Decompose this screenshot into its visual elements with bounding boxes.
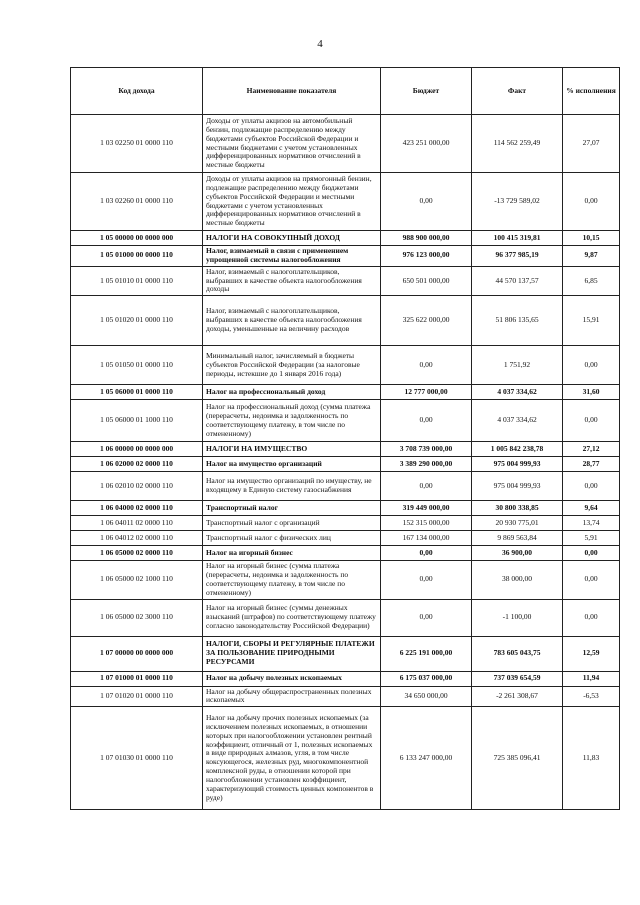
fact-cell: 975 004 999,93: [472, 472, 563, 501]
name-cell: Налог на добычу полезных ископаемых: [203, 671, 381, 686]
percent-cell: 0,00: [563, 546, 620, 561]
header-percent: % исполнения: [563, 68, 620, 115]
code-cell: 1 06 05000 02 0000 110: [71, 546, 203, 561]
table-row: [71, 516, 620, 531]
name-cell: Доходы от уплаты акцизов на прямогонный бензин, подлежащие распределению между бюджетами субъектов Российской Федерации и местными бюджетами с учетом установленных дифференцированных нормативов отчислений в местные бюджеты: [203, 173, 381, 231]
name-cell: Налог на добычу общераспространенных полезных ископаемых: [203, 686, 381, 707]
code-cell: 1 06 04012 02 0000 110: [71, 531, 203, 546]
fact-cell: 36 900,00: [472, 546, 563, 561]
fact-cell: 783 605 043,75: [472, 636, 563, 671]
fact-cell: 4 037 334,62: [472, 385, 563, 400]
table-row: [71, 531, 620, 546]
table-row: [71, 561, 620, 599]
percent-cell: 9,64: [563, 501, 620, 516]
percent-cell: 15,91: [563, 296, 620, 346]
percent-cell: 13,74: [563, 516, 620, 531]
name-cell: Налог на игорный бизнес (суммы денежных взысканий (штрафов) по соответствующему платежу согласно законодательству Российской Федерации): [203, 599, 381, 636]
name-cell: Налог на профессиональный доход: [203, 385, 381, 400]
fact-cell: 96 377 985,19: [472, 246, 563, 267]
budget-cell: 423 251 000,00: [381, 115, 472, 173]
fact-cell: 100 415 319,81: [472, 231, 563, 246]
fact-cell: 737 039 654,59: [472, 671, 563, 686]
code-cell: 1 07 01030 01 0000 110: [71, 707, 203, 810]
table-row: [71, 442, 620, 457]
table-row: [71, 599, 620, 636]
fact-cell: 1 005 842 238,78: [472, 442, 563, 457]
budget-cell: 988 900 000,00: [381, 231, 472, 246]
table-row: [71, 400, 620, 442]
budget-cell: 167 134 000,00: [381, 531, 472, 546]
table-row: [71, 296, 620, 346]
table-row: [71, 385, 620, 400]
budget-cell: 12 777 000,00: [381, 385, 472, 400]
fact-cell: 38 000,00: [472, 561, 563, 599]
budget-cell: 6 133 247 000,00: [381, 707, 472, 810]
table-header-row: [71, 68, 620, 115]
table-row: [71, 707, 620, 810]
page-number: 4: [317, 38, 323, 50]
fact-cell: 44 570 137,57: [472, 266, 563, 296]
name-cell: НАЛОГИ, СБОРЫ И РЕГУЛЯРНЫЕ ПЛАТЕЖИ ЗА ПОЛЬЗОВАНИЕ ПРИРОДНЫМИ РЕСУРСАМИ: [203, 636, 381, 671]
code-cell: 1 07 00000 00 0000 000: [71, 636, 203, 671]
name-cell: Налог на игорный бизнес: [203, 546, 381, 561]
percent-cell: 6,85: [563, 266, 620, 296]
budget-cell: 152 315 000,00: [381, 516, 472, 531]
table-row: [71, 346, 620, 385]
budget-cell: 650 501 000,00: [381, 266, 472, 296]
percent-cell: 10,15: [563, 231, 620, 246]
fact-cell: 1 751,92: [472, 346, 563, 385]
budget-cell: 6 225 191 000,00: [381, 636, 472, 671]
name-cell: Транспортный налог: [203, 501, 381, 516]
code-cell: 1 05 01010 01 0000 110: [71, 266, 203, 296]
header-code: Код дохода: [71, 68, 203, 115]
budget-cell: 0,00: [381, 561, 472, 599]
name-cell: Налог, взимаемый в связи с применением упрощенной системы налогообложения: [203, 246, 381, 267]
budget-cell: 0,00: [381, 546, 472, 561]
percent-cell: 27,07: [563, 115, 620, 173]
name-cell: Налог, взимаемый с налогоплательщиков, выбравших в качестве объекта налогообложения доходы, уменьшенные на величину расходов: [203, 296, 381, 346]
code-cell: 1 05 01020 01 0000 110: [71, 296, 203, 346]
table-row: [71, 173, 620, 231]
name-cell: Налог на имущество организаций по имуществу, не входящему в Единую систему газоснабжения: [203, 472, 381, 501]
header-budget: Бюджет: [381, 68, 472, 115]
code-cell: 1 06 02010 02 0000 110: [71, 472, 203, 501]
table-row: [71, 686, 620, 707]
percent-cell: 0,00: [563, 472, 620, 501]
fact-cell: -1 100,00: [472, 599, 563, 636]
budget-cell: 34 650 000,00: [381, 686, 472, 707]
budget-cell: 0,00: [381, 173, 472, 231]
budget-cell: 325 622 000,00: [381, 296, 472, 346]
code-cell: 1 06 04011 02 0000 110: [71, 516, 203, 531]
percent-cell: 27,12: [563, 442, 620, 457]
percent-cell: 11,83: [563, 707, 620, 810]
code-cell: 1 05 06000 01 1000 110: [71, 400, 203, 442]
budget-cell: 0,00: [381, 472, 472, 501]
table-row: [71, 115, 620, 173]
percent-cell: 12,59: [563, 636, 620, 671]
fact-cell: -2 261 308,67: [472, 686, 563, 707]
name-cell: Транспортный налог с физических лиц: [203, 531, 381, 546]
budget-cell: 3 708 739 000,00: [381, 442, 472, 457]
percent-cell: -6,53: [563, 686, 620, 707]
code-cell: 1 06 04000 02 0000 110: [71, 501, 203, 516]
percent-cell: 0,00: [563, 400, 620, 442]
name-cell: Налог, взимаемый с налогоплательщиков, выбравших в качестве объекта налогообложения доходы: [203, 266, 381, 296]
code-cell: 1 06 02000 02 0000 110: [71, 457, 203, 472]
name-cell: Налог на игорный бизнес (сумма платежа (перерасчеты, недоимка и задолженность по соответствующему платежу, в том числе по отмененному): [203, 561, 381, 599]
name-cell: НАЛОГИ НА ИМУЩЕСТВО: [203, 442, 381, 457]
code-cell: 1 07 01020 01 0000 110: [71, 686, 203, 707]
header-name: Наименование показателя: [203, 68, 381, 115]
code-cell: 1 05 01050 01 0000 110: [71, 346, 203, 385]
name-cell: Налог на добычу прочих полезных ископаемых (за исключением полезных ископаемых, в отношении которых при налогообложении установлен рентный коэффициент, отличный от 1, полезных ископаемых в виде природных алмазов, угля, в том числе коксующегося, железных руд, многокомпонентной комплексной руды, в отношении которой при налогообложении установлен коэффициент, характеризующий стоимость ценных компонентов в руде): [203, 707, 381, 810]
fact-cell: 975 004 999,93: [472, 457, 563, 472]
fact-cell: 725 385 096,41: [472, 707, 563, 810]
fact-cell: 9 869 563,84: [472, 531, 563, 546]
code-cell: 1 06 05000 02 3000 110: [71, 599, 203, 636]
code-cell: 1 07 01000 01 0000 110: [71, 671, 203, 686]
revenue-table: [70, 67, 620, 810]
percent-cell: 9,87: [563, 246, 620, 267]
percent-cell: 0,00: [563, 599, 620, 636]
percent-cell: 0,00: [563, 561, 620, 599]
budget-cell: 3 389 290 000,00: [381, 457, 472, 472]
percent-cell: 31,60: [563, 385, 620, 400]
fact-cell: 20 930 775,01: [472, 516, 563, 531]
table-row: [71, 636, 620, 671]
code-cell: 1 06 05000 02 1000 110: [71, 561, 203, 599]
code-cell: 1 05 06000 01 0000 110: [71, 385, 203, 400]
name-cell: Налог на профессиональный доход (сумма платежа (перерасчеты, недоимка и задолженность по соответствующему платежу, в том числе по отмененному): [203, 400, 381, 442]
table-row: [71, 266, 620, 296]
fact-cell: 51 806 135,65: [472, 296, 563, 346]
percent-cell: 0,00: [563, 346, 620, 385]
budget-cell: 0,00: [381, 400, 472, 442]
name-cell: НАЛОГИ НА СОВОКУПНЫЙ ДОХОД: [203, 231, 381, 246]
code-cell: 1 05 00000 00 0000 000: [71, 231, 203, 246]
name-cell: Транспортный налог с организаций: [203, 516, 381, 531]
code-cell: 1 03 02250 01 0000 110: [71, 115, 203, 173]
table-row: [71, 671, 620, 686]
percent-cell: 28,77: [563, 457, 620, 472]
percent-cell: 5,91: [563, 531, 620, 546]
budget-cell: 0,00: [381, 599, 472, 636]
table-row: [71, 501, 620, 516]
percent-cell: 11,94: [563, 671, 620, 686]
code-cell: 1 06 00000 00 0000 000: [71, 442, 203, 457]
table-row: [71, 231, 620, 246]
table-row: [71, 457, 620, 472]
header-fact: Факт: [472, 68, 563, 115]
code-cell: 1 03 02260 01 0000 110: [71, 173, 203, 231]
name-cell: Минимальный налог, зачисляемый в бюджеты субъектов Российской Федерации (за налоговые периоды, истекшие до 1 января 2016 года): [203, 346, 381, 385]
table-row: [71, 546, 620, 561]
budget-cell: 319 449 000,00: [381, 501, 472, 516]
name-cell: Налог на имущество организаций: [203, 457, 381, 472]
budget-cell: 0,00: [381, 346, 472, 385]
budget-cell: 6 175 037 000,00: [381, 671, 472, 686]
budget-cell: 976 123 000,00: [381, 246, 472, 267]
fact-cell: 30 800 338,85: [472, 501, 563, 516]
fact-cell: -13 729 589,02: [472, 173, 563, 231]
percent-cell: 0,00: [563, 173, 620, 231]
code-cell: 1 05 01000 00 0000 110: [71, 246, 203, 267]
table-row: [71, 246, 620, 267]
table-row: [71, 472, 620, 501]
fact-cell: 4 037 334,62: [472, 400, 563, 442]
name-cell: Доходы от уплаты акцизов на автомобильный бензин, подлежащие распределению между бюджетами субъектов Российской Федерации и местными бюджетами с учетом установленных дифференцированных нормативов отчислений в местные бюджеты: [203, 115, 381, 173]
fact-cell: 114 562 259,49: [472, 115, 563, 173]
